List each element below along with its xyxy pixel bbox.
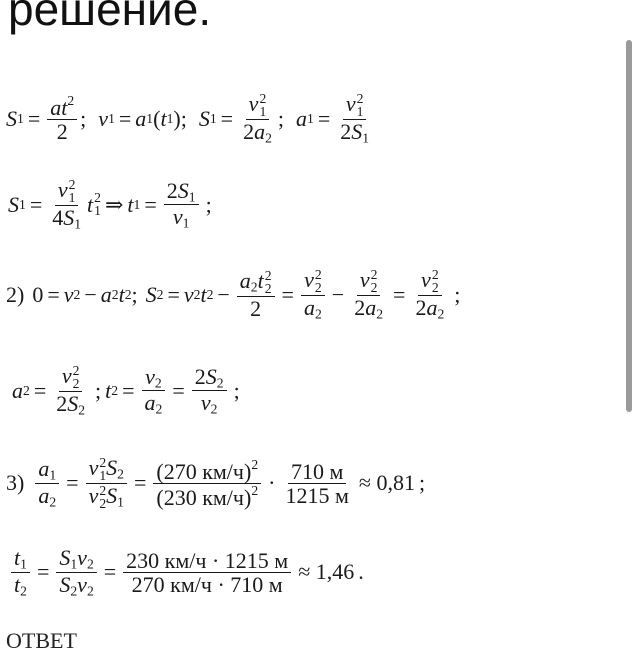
fraction: $\frac{(270 км/ч)^2}{(230 км/ч)^2}$: [153, 458, 261, 510]
fraction: $\frac{2S_1}{v_1}$: [164, 179, 199, 231]
scrollbar[interactable]: [626, 40, 632, 412]
equation-line-3: 2) 0 = v 2 − a 2 t 2 ; S 2 = v 2 t 2 − $a_2t$ 2 2 2 = v 2 2 $a_2$ − v 2 2 $2a_2$ = v 2 2 $2a_2$ ;: [6, 267, 461, 322]
fraction: v 2 1 $2a_2$: [243, 91, 272, 146]
fraction: v 2 1 $4S_1$: [52, 177, 82, 232]
equation-line-5: 3) $\frac{a_1}{a_2}$ = v 2 1 $S_2$ v 2 2 $S_1$ = $\frac{(270 км/ч)^2}{(230 км/ч)^2}$ · $\frac{710 м}{1215 м}$ ≈ 0,81 ;: [6, 455, 426, 511]
fraction: v 2 2 $a_2$: [301, 268, 325, 322]
fraction: $\frac{v_2}{a_2}$: [142, 365, 166, 417]
fraction: v 2 1 $2S_1$: [340, 91, 370, 146]
fraction: $\frac{2S_2}{v_2}$: [192, 365, 227, 417]
fraction: $\frac{230 км/ч \cdot 1215 м}{270 км/ч \cdot 710 м}$: [123, 549, 291, 596]
solution-heading: решение.: [8, 0, 212, 35]
fraction: v 2 2 $2a_2$: [415, 267, 445, 322]
equation-line-1: S 1 = $\frac{at^2}{2}$ ; v 1 = a 1 ( t 1 ); S 1 = v 2 1 $2a_2$ ; a 1 = v 2 1 $2S_1$: [6, 92, 375, 146]
cut-off-answer-line: ОТВЕТ: [6, 628, 77, 653]
equation-line-2: S 1 = v 2 1 $4S_1$ t 2 1 ⇒ t 1 = $\frac{2S_1}{v_1}$ ;: [8, 177, 212, 232]
fraction: $\frac{S_1v_2}{S_2v_2}$: [56, 546, 96, 598]
fraction: v 2 2 $2S_2$: [56, 363, 86, 418]
fraction: $\frac{710 м}{1215 м}$: [285, 458, 349, 508]
fraction: v 2 2 $2a_2$: [354, 267, 384, 322]
equation-line-6: $\frac{t_1}{t_2}$ = $\frac{S_1v_2}{S_2v_2}$ = $\frac{230 км/ч \cdot 1215 м}{270 км/ч \cdot 710 м}$ ≈ 1,46 .: [8, 546, 364, 598]
fraction: $\frac{t_1}{t_2}$: [11, 546, 30, 598]
fraction: $\frac{at^2}{2}$: [47, 94, 77, 143]
fraction: $a_2t$ 2 2 2: [237, 269, 275, 320]
equation-line-4: a 2 = v 2 2 $2S_2$ ; t 2 = $\frac{v_2}{a_2}$ = $\frac{2S_2}{v_2}$ ;: [12, 363, 240, 418]
fraction: $\frac{a_1}{a_2}$: [35, 457, 59, 509]
fraction: v 2 1 $S_2$ v 2 2 $S_1$: [86, 456, 127, 511]
